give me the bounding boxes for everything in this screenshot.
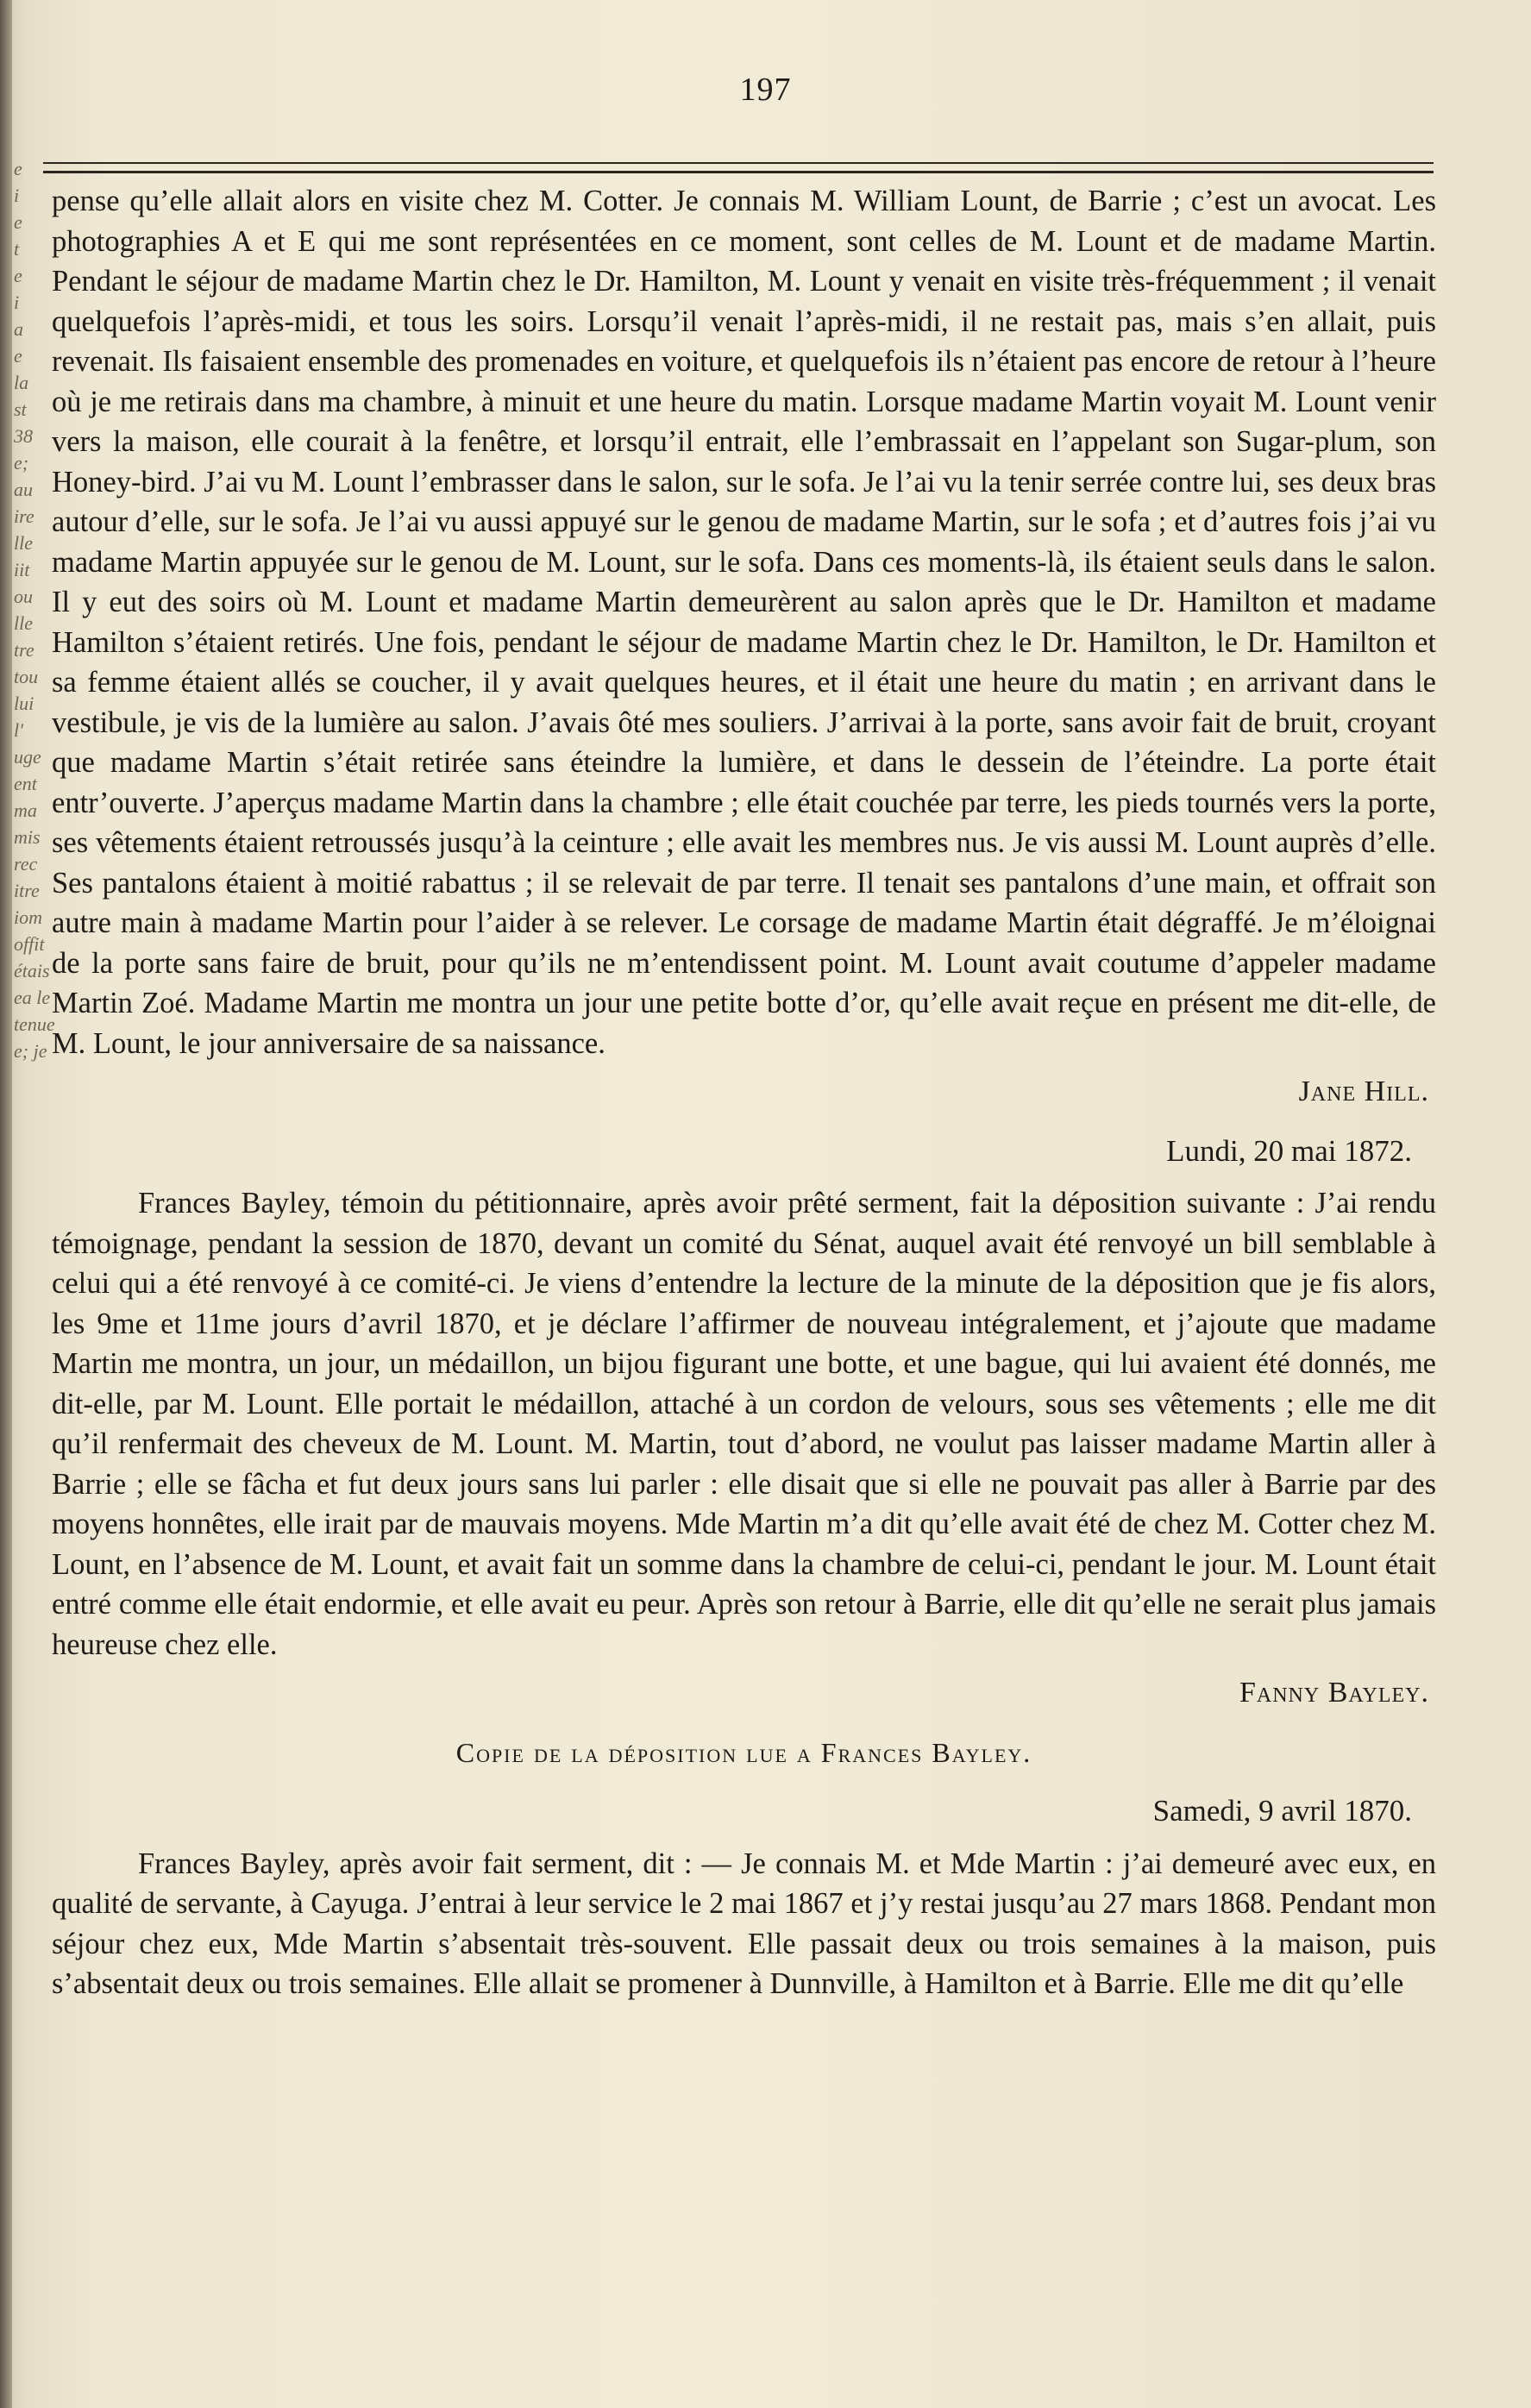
dateline: Lundi, 20 mai 1872. <box>1166 1133 1412 1168</box>
margin-fragment: e; <box>14 452 29 473</box>
margin-fragment: i <box>14 292 20 313</box>
testimony-paragraph: Frances Bayley, après avoir fait serment, dit : — Je connais M. et Mde Martin : j’ai demeuré avec eux, en qualité de servante, à Cayuga. J’entrai à leur service le 2 mai 1867 et j’y restai jusqu’au 27 mars 1868. Pendant mon séjour chez eux, Mde Martin s’absentait très-souvent. Elle passait deux ou trois semaines à la maison, puis s’absentait deux ou trois semaines. Elle allait se promener à Dunnville, à Hamilton et à Barrie. Elle me dit qu’elle <box>52 1847 1436 2000</box>
margin-fragment: e <box>14 211 22 233</box>
page-number: 197 <box>739 72 792 108</box>
testimony-paragraph: pense qu’elle allait alors en visite chez M. Cotter. Je connais M. William Lount, de Barrie ; c’est un avocat. Les photographies A et E qui me sont représentées en ce moment, sont celles de M. Lount et de madame Martin. Pendant le séjour de madame Martin chez le Dr. Hamilton, M. Lount y venait en visite très-fréquemment ; il venait quelquefois l’après-midi, et tous les soirs. Lorsqu’il venait l’après-midi, il ne restait pas, mais s’en allait, puis revenait. Ils faisaient ensemble des promenades en voiture, et quelquefois ils n’étaient pas encore de retour à l’heure où je me retirais dans ma chambre, à minuit et une heure du matin. Lorsque madame Martin voyait M. Lount venir vers la maison, elle courait à la fenêtre, et lorsqu’il entrait, elle l’embrassait en l’appelant son Sugar-plum, son Honey-bird. J’ai vu M. Lount l’embrasser dans le salon, sur le sofa. Je l’ai vu la tenir serrée contre lui, ses deux bras autour d’elle, sur le sofa. Je l’ai vu aussi appuyé sur le genou de madame Martin, sur le sofa ; et d’autres fois j’ai vu madame Martin appuyée sur le genou de M. Lount, sur le sofa. Dans ces moments-là, ils étaient seuls dans le salon. Il y eut des soirs où M. Lount et madame Martin demeurèrent au salon après que le Dr. Hamilton et madame Hamilton s’étaient retirés. Une fois, pendant le séjour de madame Martin chez le Dr. Hamilton, le Dr. Hamilton et sa femme étaient allés se coucher, il y avait quelques heures, et il était une heure du matin ; en arrivant dans le vestibule, je vis de la lumière au salon. J’avais ôté mes souliers. J’arrivai à la porte, sans avoir fait de bruit, croyant que madame Martin s’était retirée sans éteindre la lumière, et dans le dessein de l’éteindre. La porte était entr’ouverte. J’aperçus madame Martin dans la chambre ; elle était couchée par terre, les pieds tournés vers la porte, ses vêtements étaient retroussés jusqu’à la ceinture ; elle avait les membres nus. Je vis aussi M. Lount auprès d’elle. Ses pantalons étaient à moitié rabattus ; il se relevait de par terre. Il tenait ses pantalons d’une main, et offrait son autre main à madame Martin pour l’aider à se relever. Le corsage de madame Martin était dégraffé. Je m’éloignai de la porte sans faire de bruit, pour qu’ils ne m’entendissent point. M. Lount avait coutume d’appeler madame Martin Zoé. Madame Martin me montra un jour une petite botte d’or, qu’elle avait reçue en présent me dit-elle, de M. Lount, le jour anniversaire de sa naissance. <box>52 185 1436 1060</box>
margin-fragment: tou <box>14 666 39 687</box>
margin-fragment: lle <box>14 532 33 554</box>
margin-fragment: t <box>14 238 20 260</box>
page-body <box>52 181 1436 2004</box>
margin-fragment: iit <box>14 559 30 580</box>
signature: Jane Hill. <box>1298 1075 1429 1107</box>
margin-fragment: étais <box>14 960 50 981</box>
margin-fragment: uge <box>14 746 41 768</box>
margin-fragment: ire <box>14 505 35 527</box>
testimony-paragraph: Frances Bayley, témoin du pétitionnaire, après avoir prêté serment, fait la déposition suivante : J’ai rendu témoignage, pendant la session de 1870, devant un comité du Sénat, auquel avait été renvoyé un bill semblable à celui qui a été renvoyé à ce comité-ci. Je viens d’entendre la lecture de la minute de la déposition que je fis alors, les 9me et 11me jours d’avril 1870, et je déclare l’affirmer de nouveau intégralement, et j’ajoute que madame Martin me montra, un jour, un médaillon, un bijou figurant une botte, et une bague, qui lui avaient été donnés, me dit-elle, par M. Lount. Elle portait le médaillon, attaché à un cordon de velours, sous ses vêtements ; elle me dit qu’il renfermait des cheveux de M. Lount. M. Martin, tout d’abord, ne voulut pas laisser madame Martin aller à Barrie ; elle se fâcha et fut deux jours sans lui parler : elle disait que si elle ne pouvait pas aller à Barrie par des moyens honnêtes, elle irait par de mauvais moyens. Mde Martin m’a dit qu’elle avait été de chez M. Cotter chez M. Lount, en l’absence de M. Lount, et avait fait un somme dans la chambre de celui-ci, pendant le jour. M. Lount était entré comme elle était endormie, et elle avait eu peur. Après son retour à Barrie, elle dit qu’elle ne serait plus jamais heureuse chez elle. <box>52 1187 1436 1661</box>
margin-fragment: i <box>14 185 20 206</box>
margin-fragment: ou <box>14 586 33 607</box>
margin-fragment: lui <box>14 693 35 714</box>
margin-fragment: e <box>14 158 22 179</box>
margin-fragment: a <box>14 318 23 340</box>
margin-fragment: l' <box>14 719 23 741</box>
margin-fragment: la <box>14 372 29 393</box>
margin-fragment: ma <box>14 800 37 821</box>
margin-fragment: rec <box>14 853 38 875</box>
margin-fragment: e <box>14 345 22 367</box>
margin-fragment: offit <box>14 933 45 955</box>
margin-fragment: st <box>14 398 27 420</box>
margin-fragment: iom <box>14 906 42 928</box>
margin-fragment: lle <box>14 612 33 634</box>
margin-fragment: mis <box>14 826 41 848</box>
header-rule-thick <box>43 171 1434 173</box>
margin-fragment: au <box>14 479 33 500</box>
margin-fragment: e <box>14 265 22 286</box>
dateline: Samedi, 9 avril 1870. <box>1152 1794 1412 1828</box>
margin-fragment: itre <box>14 880 40 901</box>
margin-fragment: 38 <box>14 425 33 447</box>
margin-fragment: e; je <box>14 1040 47 1062</box>
signature: Fanny Bayley. <box>1239 1677 1429 1709</box>
book-gutter <box>0 0 12 2408</box>
margin-fragment: tre <box>14 639 35 661</box>
margin-fragment: ea le <box>14 987 51 1008</box>
header-rule-thin <box>43 162 1434 164</box>
margin-fragment: ent <box>14 773 37 794</box>
margin-fragment: tenue <box>14 1013 55 1035</box>
section-heading: Copie de la déposition lue a Frances Bayley. <box>455 1736 1032 1768</box>
